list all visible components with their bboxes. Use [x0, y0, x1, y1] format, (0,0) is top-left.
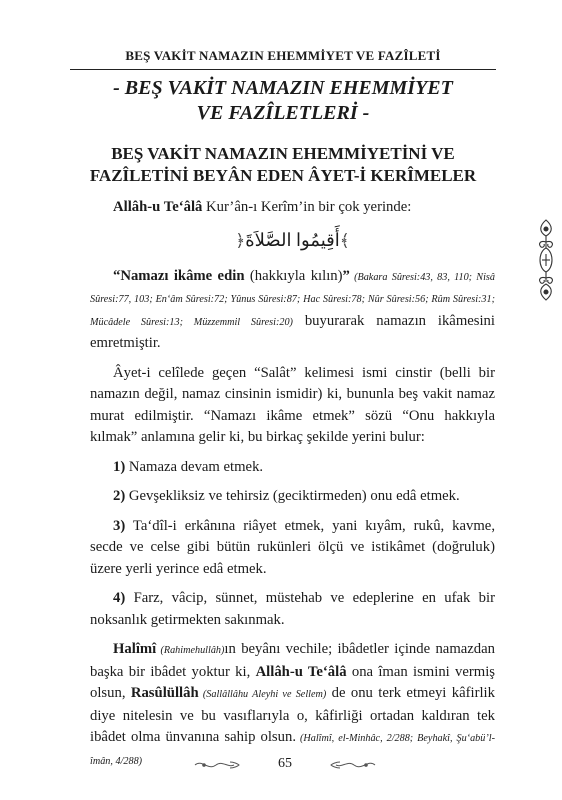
quran-verse [90, 227, 495, 254]
intro-text: Kur’ân-ı Kerîm’in bir çok yerinde: [202, 199, 412, 215]
section-subtitle [70, 143, 496, 187]
section-title-line-1: - BEŞ VAKİT NAMAZIN EHEMMİYET [113, 77, 453, 99]
page-number: 65 [278, 756, 292, 771]
list-item [90, 516, 495, 581]
bold-name: Halîmî [113, 641, 157, 657]
honorific: (Sallâllâhu Aleyhi ve Sellem) [198, 689, 327, 700]
verse-references: (Bakara Sûresi:43, 83, 110; Nisâ Sûresi:77, 103; En‘âm Sûresi:72; Yûnus Sûresi:87; Hac Sûresi:78; Nûr Sûresi:56; Rûm Sûresi:31; Mücâdele Sûresi:13; Müzzemmil Sûresi:20) [90, 271, 495, 328]
list-text: Gevşekliksiz ve tehirsiz (geciktirmeden) onu edâ etmek. [125, 488, 460, 504]
verse-meaning-text: (hakkıyla kılın) [244, 267, 343, 284]
bold-name: Rasûlüllâh [130, 685, 199, 701]
side-ornament-icon [536, 218, 556, 302]
bold-name: Allâh-u Te‘âlâ [113, 199, 203, 215]
verse-bracket-open: ﴿ [235, 230, 246, 250]
paragraph-verse-meaning [90, 266, 495, 355]
verse-meaning-quote: ” [342, 267, 350, 284]
section-subtitle-line-1: BEŞ VAKİT NAMAZIN EHEMMİYETİNİ VE [111, 144, 455, 163]
verse-meaning-tail: buyurarak namazın ikâmesini emretmiştir. [90, 312, 495, 351]
halimi-text: ın beyânı vechile; ibâdetler içinde namazdan başka bir ibâdet yoktur ki, [90, 641, 495, 680]
verse-meaning-bold: “Namazı ikâme edin [113, 267, 245, 284]
paragraph-intro [90, 197, 495, 219]
section-title [70, 76, 496, 126]
source-reference: (Halîmî, el-Minhâc, 2/288; Beyhakî, Şu‘abü’l-îmân, 4/288) [90, 733, 495, 767]
bold-name: Allâh-u Te‘âlâ [255, 663, 347, 680]
page-footer [190, 752, 380, 776]
list-number: 1) [113, 458, 126, 475]
section-subtitle-line-2: FAZÎLETİNİ BEYÂN EDEN ÂYET-İ KERÎMELER [89, 166, 477, 185]
list-number: 4) [113, 590, 126, 606]
body-text [90, 197, 495, 780]
footer-ornament-right-icon [330, 758, 376, 772]
list-number: 2) [113, 488, 126, 504]
paragraph-explanation: Âyet-i celîlede geçen “Salât” kelimesi ismi cinstir (belli bir namazın değil, namaz cinsinin ismidir) ki, bununla beş vakit namaz murat edilmiştir. “Namazı ikâme etmek” sözü “Onu hakkıyla kılmak” anlamına gelir ki, bu birkaç şekilde yerini bulur: [90, 364, 495, 445]
verse-bracket-close: ﴾ [339, 230, 350, 250]
halimi-text: de onu terk etmeyi kâfirlik diye nitelesin ve bu vasıflarıyla o, kâfirliği ortadan kaldıran tek ibâdet olma ünvanına sahip olsun. [90, 685, 495, 745]
verse-arabic: أَقِيمُوا الصَّلاَةَ [245, 229, 340, 250]
list-text: Farz, vâcip, sünnet, müstehab ve edeplerine en ufak bir noksanlık getirmekten sakınmak. [90, 590, 495, 628]
list-item [90, 457, 495, 479]
honorific: (Rahimehullâh) [156, 645, 225, 656]
halimi-text: ona îman ismini vermiş olsun, [90, 663, 496, 701]
running-head: BEŞ VAKİT NAMAZIN EHEMMİYET VE FAZÎLETİ [125, 48, 441, 63]
section-title-line-2: VE FAZÎLETLERİ - [196, 102, 370, 124]
list-item [90, 486, 495, 508]
list-text: Namaza devam etmek. [125, 458, 264, 475]
header-rule [70, 69, 496, 70]
list-text: Ta‘dîl-i erkânına riâyet etmek, yani kıyâm, rukû, kavme, secde ve celse gibi bütün rukünleri ölçü ve istikâmet (doğruluk) üzere yerli yerince edâ etmek. [90, 517, 495, 577]
list-item [90, 588, 495, 631]
list-number: 3) [113, 517, 126, 534]
